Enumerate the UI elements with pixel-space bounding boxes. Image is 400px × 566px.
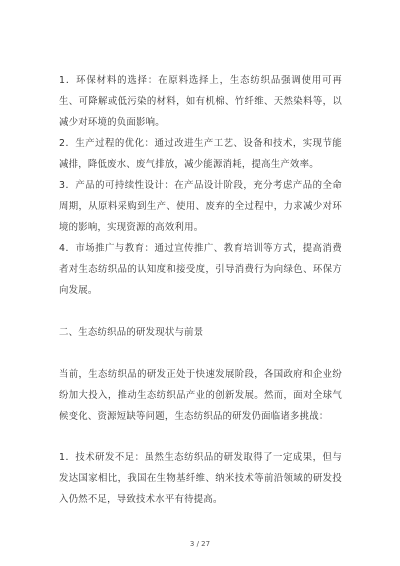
paragraph-technical-shortfall: 1．技术研发不足：虽然生态纺织品的研发取得了一定成果，但与发达国家相比，我国在生物基纤维、纳米技术等前沿领域的研发投入仍然不足，导致技术水平有待提高。: [59, 452, 342, 505]
paragraph-environmental-materials: 1．环保材料的选择：在原料选择上，生态纺织品强调使用可再生、可降解或低污染的材料，如有机棉、竹纤维、天然染料等，以减少对环境的负面影响。: [59, 75, 342, 128]
paragraph-production-optimization: 2．生产过程的优化：通过改进生产工艺、设备和技术，实现节能减排，降低废水、废气排放，减少能源消耗，提高生产效率。: [59, 138, 342, 170]
section-heading: 二、生态纺织品的研发现状与前景: [59, 327, 204, 338]
paragraph-market-promotion: 4．市场推广与教育：通过宣传推广、教育培训等方式，提高消费者对生态纺织品的认知度和接受度，引导消费行为向绿色、环保方向发展。: [59, 243, 342, 296]
paragraph-current-status: 当前，生态纺织品的研发正处于快速发展阶段，各国政府和企业纷纷加大投入，推动生态纺织品产业的创新发展。然而，面对全球气候变化、资源短缺等问题，生态纺织品的研发仍面临诸多挑战：: [59, 369, 342, 422]
page-number: 3 / 27: [189, 540, 211, 548]
paragraph-sustainable-design: 3．产品的可持续性设计：在产品设计阶段，充分考虑产品的全命周期，从原料采购到生产、使用、废弃的全过程中，力求减少对环境的影响，实现资源的高效利用。: [59, 180, 342, 233]
